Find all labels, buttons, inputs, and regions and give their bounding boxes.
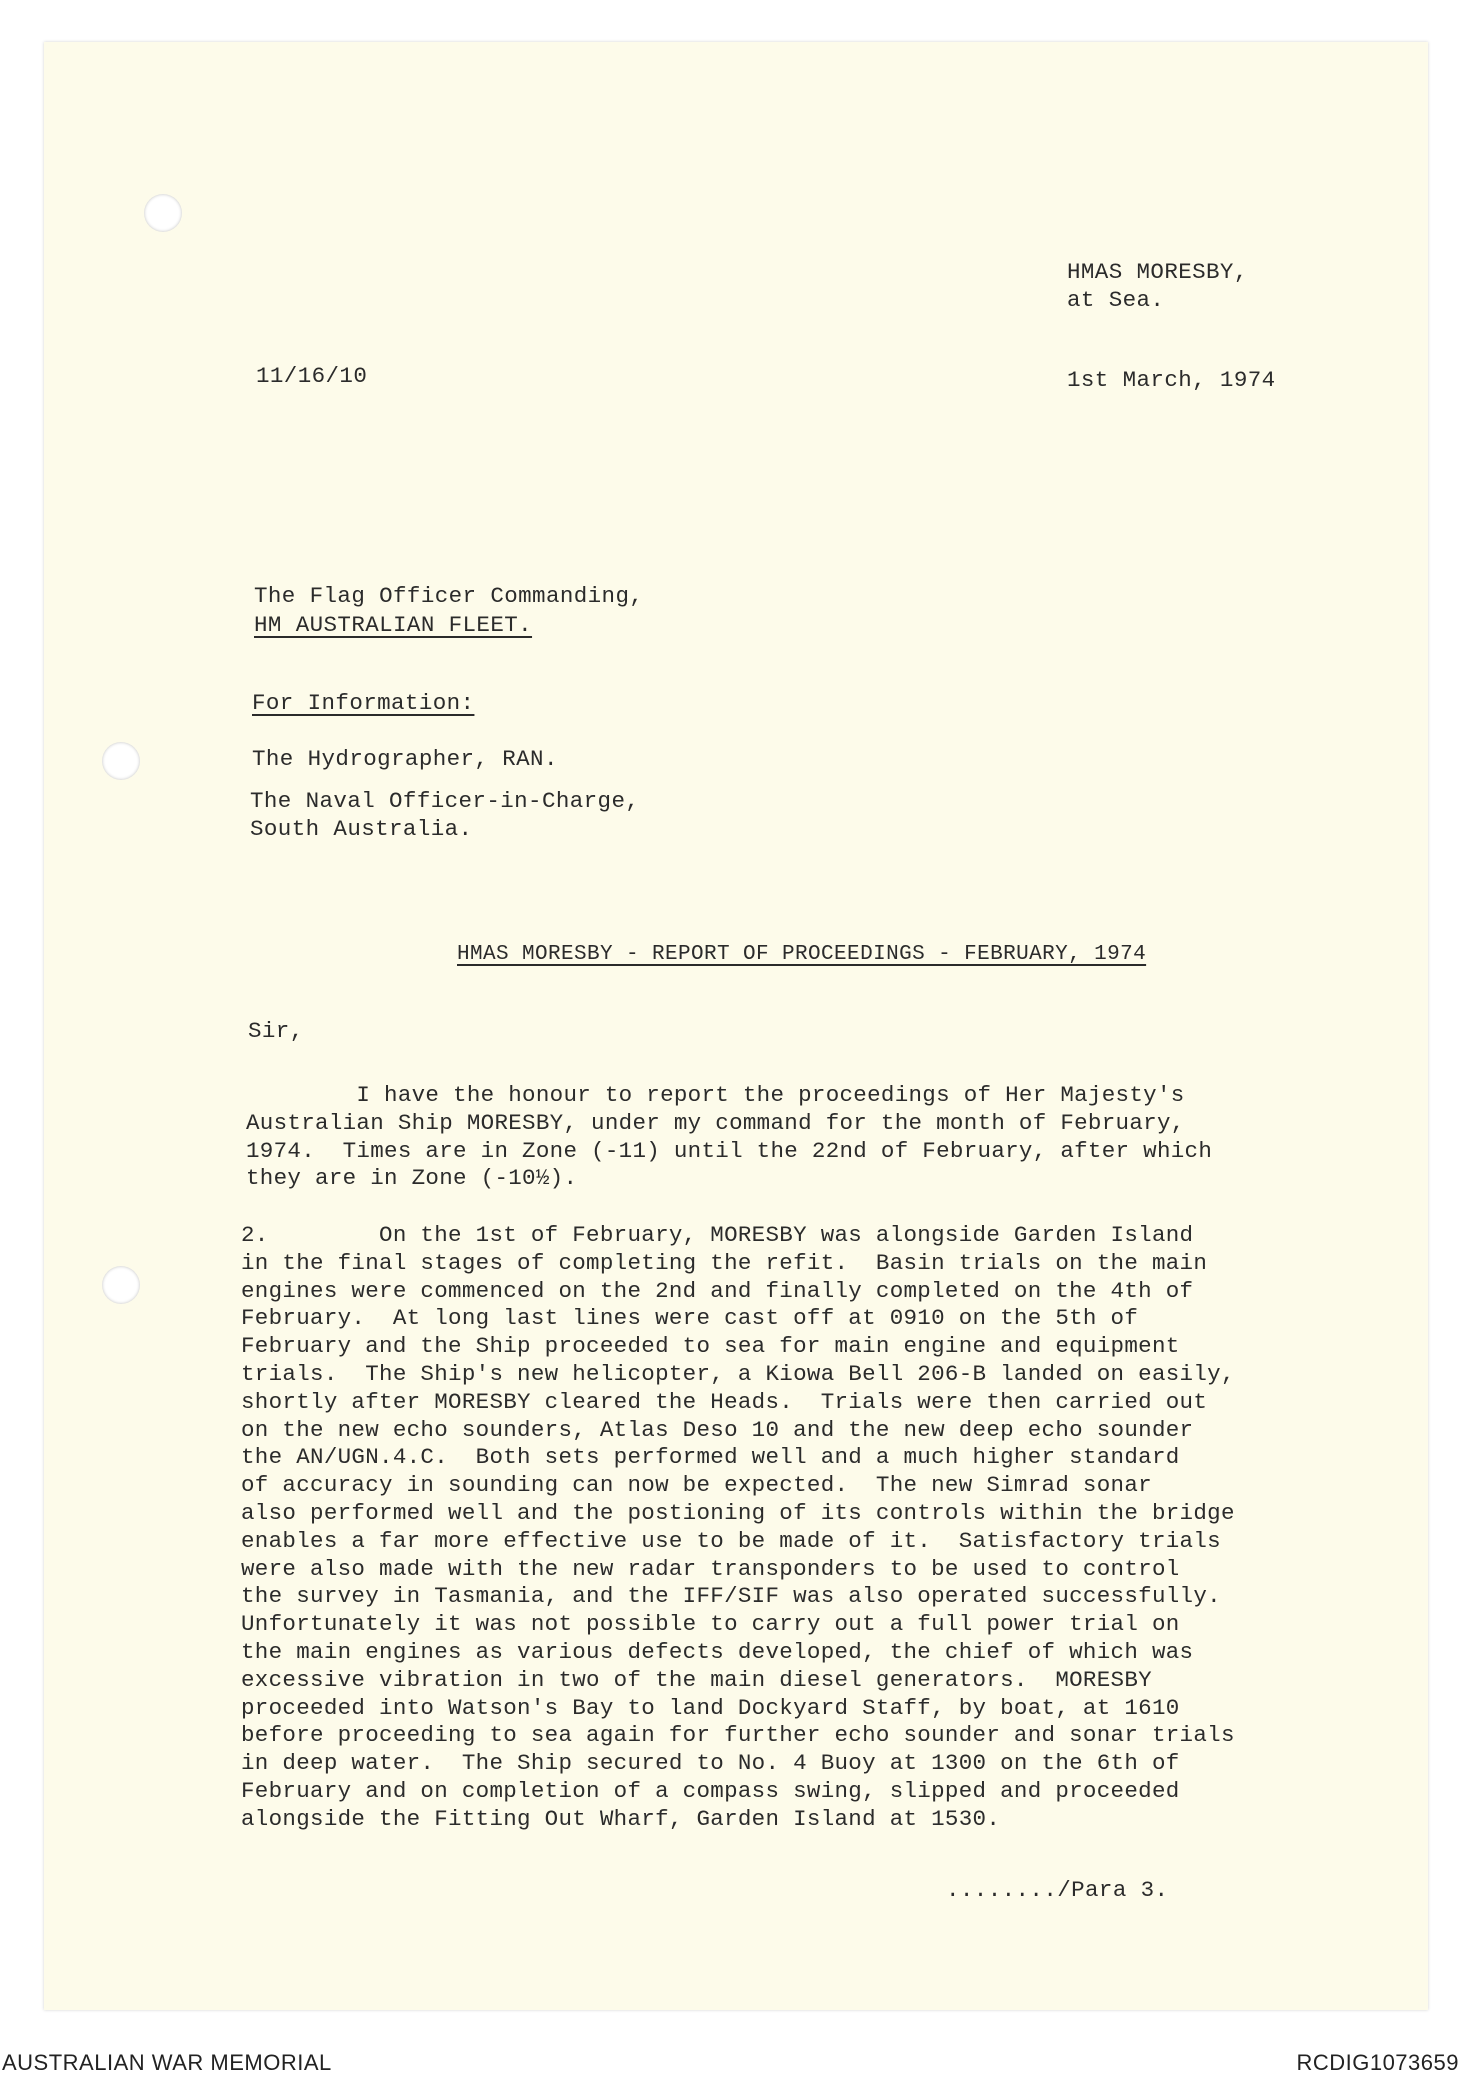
punch-hole-top bbox=[144, 194, 182, 232]
letter-date: 1st March, 1974 bbox=[1067, 367, 1276, 393]
paragraph-line: I have the honour to report the proceedings of Her Majesty's bbox=[246, 1082, 1185, 1108]
paragraph-line: also performed well and the postioning of its controls within the bridge bbox=[241, 1499, 1235, 1526]
paragraph-line: Australian Ship MORESBY, under my command for the month of February, bbox=[246, 1109, 1185, 1136]
footer-record-id: RCDIG1073659 bbox=[1296, 2050, 1459, 2075]
paragraph-line: of accuracy in sounding can now be expected. The new Simrad sonar bbox=[241, 1472, 1152, 1499]
paragraph-line: in the final stages of completing the refit. Basin trials on the main bbox=[241, 1249, 1208, 1276]
info-recipient-2: The Naval Officer-in-Charge, bbox=[250, 788, 640, 814]
paragraph-line: excessive vibration in two of the main diesel generators. MORESBY bbox=[241, 1666, 1152, 1693]
ship-name: HMAS MORESBY, bbox=[1067, 259, 1248, 285]
punch-hole-bottom bbox=[102, 1266, 140, 1304]
paragraph-line: February and the Ship proceeded to sea for main engine and equipment bbox=[241, 1333, 1180, 1360]
continuation-marker: ......../Para 3. bbox=[946, 1877, 1169, 1903]
footer-archive-name: AUSTRALIAN WAR MEMORIAL bbox=[2, 2050, 332, 2075]
paragraph-line: the AN/UGN.4.C. Both sets performed well and a much higher standard bbox=[241, 1444, 1180, 1471]
salutation: Sir, bbox=[248, 1018, 304, 1044]
info-recipient-1: The Hydrographer, RAN. bbox=[252, 746, 558, 772]
paragraph-line: engines were commenced on the 2nd and finally completed on the 4th of bbox=[241, 1277, 1194, 1304]
paragraph-line: the survey in Tasmania, and the IFF/SIF was also operated successfully. bbox=[241, 1583, 1221, 1610]
paragraph-line: on the new echo sounders, Atlas Deso 10 and the new deep echo sounder bbox=[241, 1416, 1194, 1443]
paragraph-line: February and on completion of a compass swing, slipped and proceeded bbox=[241, 1777, 1180, 1804]
paragraph-1 bbox=[246, 1082, 1276, 1193]
paragraph-line: 2. On the 1st of February, MORESBY was alongside Garden Island bbox=[241, 1222, 1194, 1248]
paragraph-line: in deep water. The Ship secured to No. 4 Buoy at 1300 on the 6th of bbox=[241, 1750, 1180, 1777]
punch-hole-middle bbox=[102, 742, 140, 780]
paragraph-line: were also made with the new radar transponders to be used to control bbox=[241, 1555, 1180, 1582]
file-reference: 11/16/10 bbox=[256, 363, 368, 389]
for-information-heading: For Information: bbox=[252, 690, 475, 716]
paragraph-line: Unfortunately it was not possible to carry out a full power trial on bbox=[241, 1611, 1180, 1638]
addressee-line-1: The Flag Officer Commanding, bbox=[254, 583, 644, 609]
paragraph-line: enables a far more effective use to be made of it. Satisfactory trials bbox=[241, 1527, 1221, 1554]
addressee-line-2: HM AUSTRALIAN FLEET. bbox=[254, 612, 533, 638]
paragraph-line: February. At long last lines were cast off at 0910 on the 5th of bbox=[241, 1305, 1139, 1332]
ship-location: at Sea. bbox=[1067, 287, 1165, 313]
paragraph-line: 1974. Times are in Zone (-11) until the 22nd of February, after which bbox=[246, 1137, 1213, 1164]
paragraph-2 bbox=[241, 1222, 1271, 1834]
info-recipient-3: South Australia. bbox=[250, 816, 473, 842]
report-title: HMAS MORESBY - REPORT OF PROCEEDINGS - FEBRUARY, 1974 bbox=[457, 943, 1147, 966]
paragraph-line: proceeded into Watson's Bay to land Dockyard Staff, by boat, at 1610 bbox=[241, 1694, 1180, 1721]
paragraph-line: shortly after MORESBY cleared the Heads. Trials were then carried out bbox=[241, 1388, 1208, 1415]
paragraph-line: alongside the Fitting Out Wharf, Garden Island at 1530. bbox=[241, 1805, 1001, 1832]
paragraph-line: trials. The Ship's new helicopter, a Kiowa Bell 206-B landed on easily, bbox=[241, 1360, 1235, 1387]
paragraph-line: they are in Zone (-10½). bbox=[246, 1165, 578, 1192]
paragraph-line: the main engines as various defects developed, the chief of which was bbox=[241, 1638, 1194, 1665]
paragraph-line: before proceeding to sea again for further echo sounder and sonar trials bbox=[241, 1722, 1235, 1749]
